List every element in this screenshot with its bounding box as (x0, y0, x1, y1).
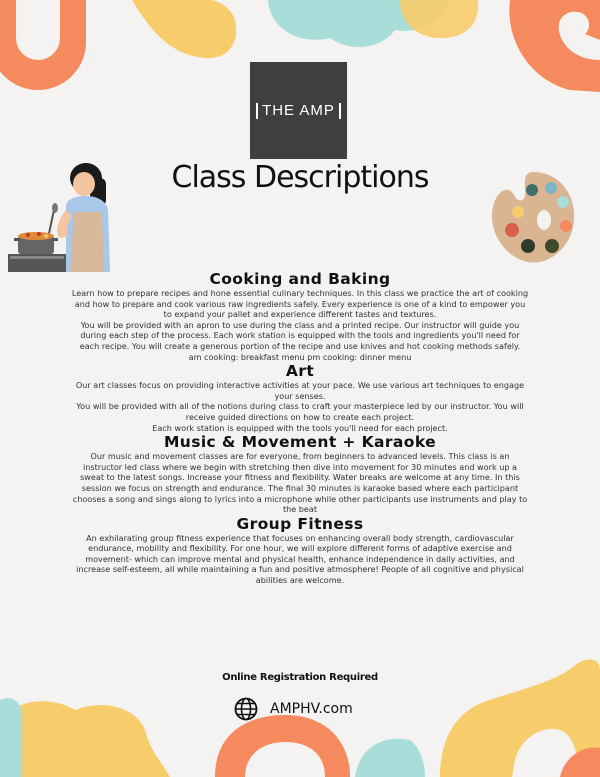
section-title: Group Fitness (236, 514, 364, 533)
section-title: Cooking and Baking (209, 270, 391, 288)
class-descriptions (70, 270, 530, 586)
section-paragraph: You will be provided with an apron to use during the class and a printed recipe. Our instructor will guide you during each step of the process. Each work station is equipped with the tools and ingredients you'll need for each recipe. You will create a generous portion of the recipe and use knives and hot cooking methods safely. (79, 319, 521, 351)
logo-text: THE AMP (256, 103, 341, 119)
section-paragraph: Learn how to prepare recipes and hone essential culinary techniques. In this class we practice the art of cooking and how to prepare and cook various raw ingredients safely. Every experience is one of a kind to empower you to expand your pallet and experience different tastes and textures. (71, 288, 529, 320)
paint-palette-illustration (488, 168, 578, 268)
the-amp-logo (250, 62, 347, 159)
registration-note: Online Registration Required (222, 672, 378, 683)
page-title: Class Descriptions (171, 160, 429, 195)
section-music-movement-karaoke (70, 433, 530, 515)
section-title: Art (285, 362, 315, 381)
section-paragraph: Our music and movement classes are for everyone, from beginners to advanced levels. This class is an instructor led class where we begin with stretching then dive into movement for 30 minutes and work up a sweat to the latest songs. Increase your fitness and flexibility. Water breaks are welcome at any time. In this session we focus on strength and endurance. The final 30 minutes is karaoke based where each participant chooses a song and sings along to lyrics into a microphone while other participants use instruments and play to the beat (72, 451, 528, 515)
section-paragraph: Our art classes focus on providing interactive activities at your pace. We use various art techniques to engage your senses. (75, 380, 525, 401)
section-paragraph: am cooking: breakfast menu pm cooking: dinner menu (188, 351, 412, 362)
section-art (70, 362, 530, 433)
website-label[interactable]: AMPHV.com (270, 701, 353, 717)
section-paragraph: Each work station is equipped with the tools you'll need for each project. (152, 422, 448, 433)
globe-icon (234, 697, 258, 721)
section-paragraph: An exhilarating group fitness experience that focuses on enhancing overall body strength, cardiovascular endurance, mobility and flexibility. For one hour, we will explore different forms of adaptive exercise and movement- which can improve mental and physical health, enhance independence in daily activities, and increase self-esteem, all while maintaining a fun and positive atmosphere! People of all cognitive and physical abilities are welcome. (76, 532, 524, 586)
section-cooking-and-baking (70, 270, 530, 362)
section-group-fitness (70, 515, 530, 586)
chef-cooking-illustration (6, 160, 116, 275)
section-paragraph: You will be provided with all of the notions during class to craft your masterpiece led by our instructor. You will receive guided directions on how to create each project. (76, 401, 524, 422)
website-link[interactable] (234, 697, 353, 721)
section-title: Music & Movement + Karaoke (163, 433, 437, 452)
